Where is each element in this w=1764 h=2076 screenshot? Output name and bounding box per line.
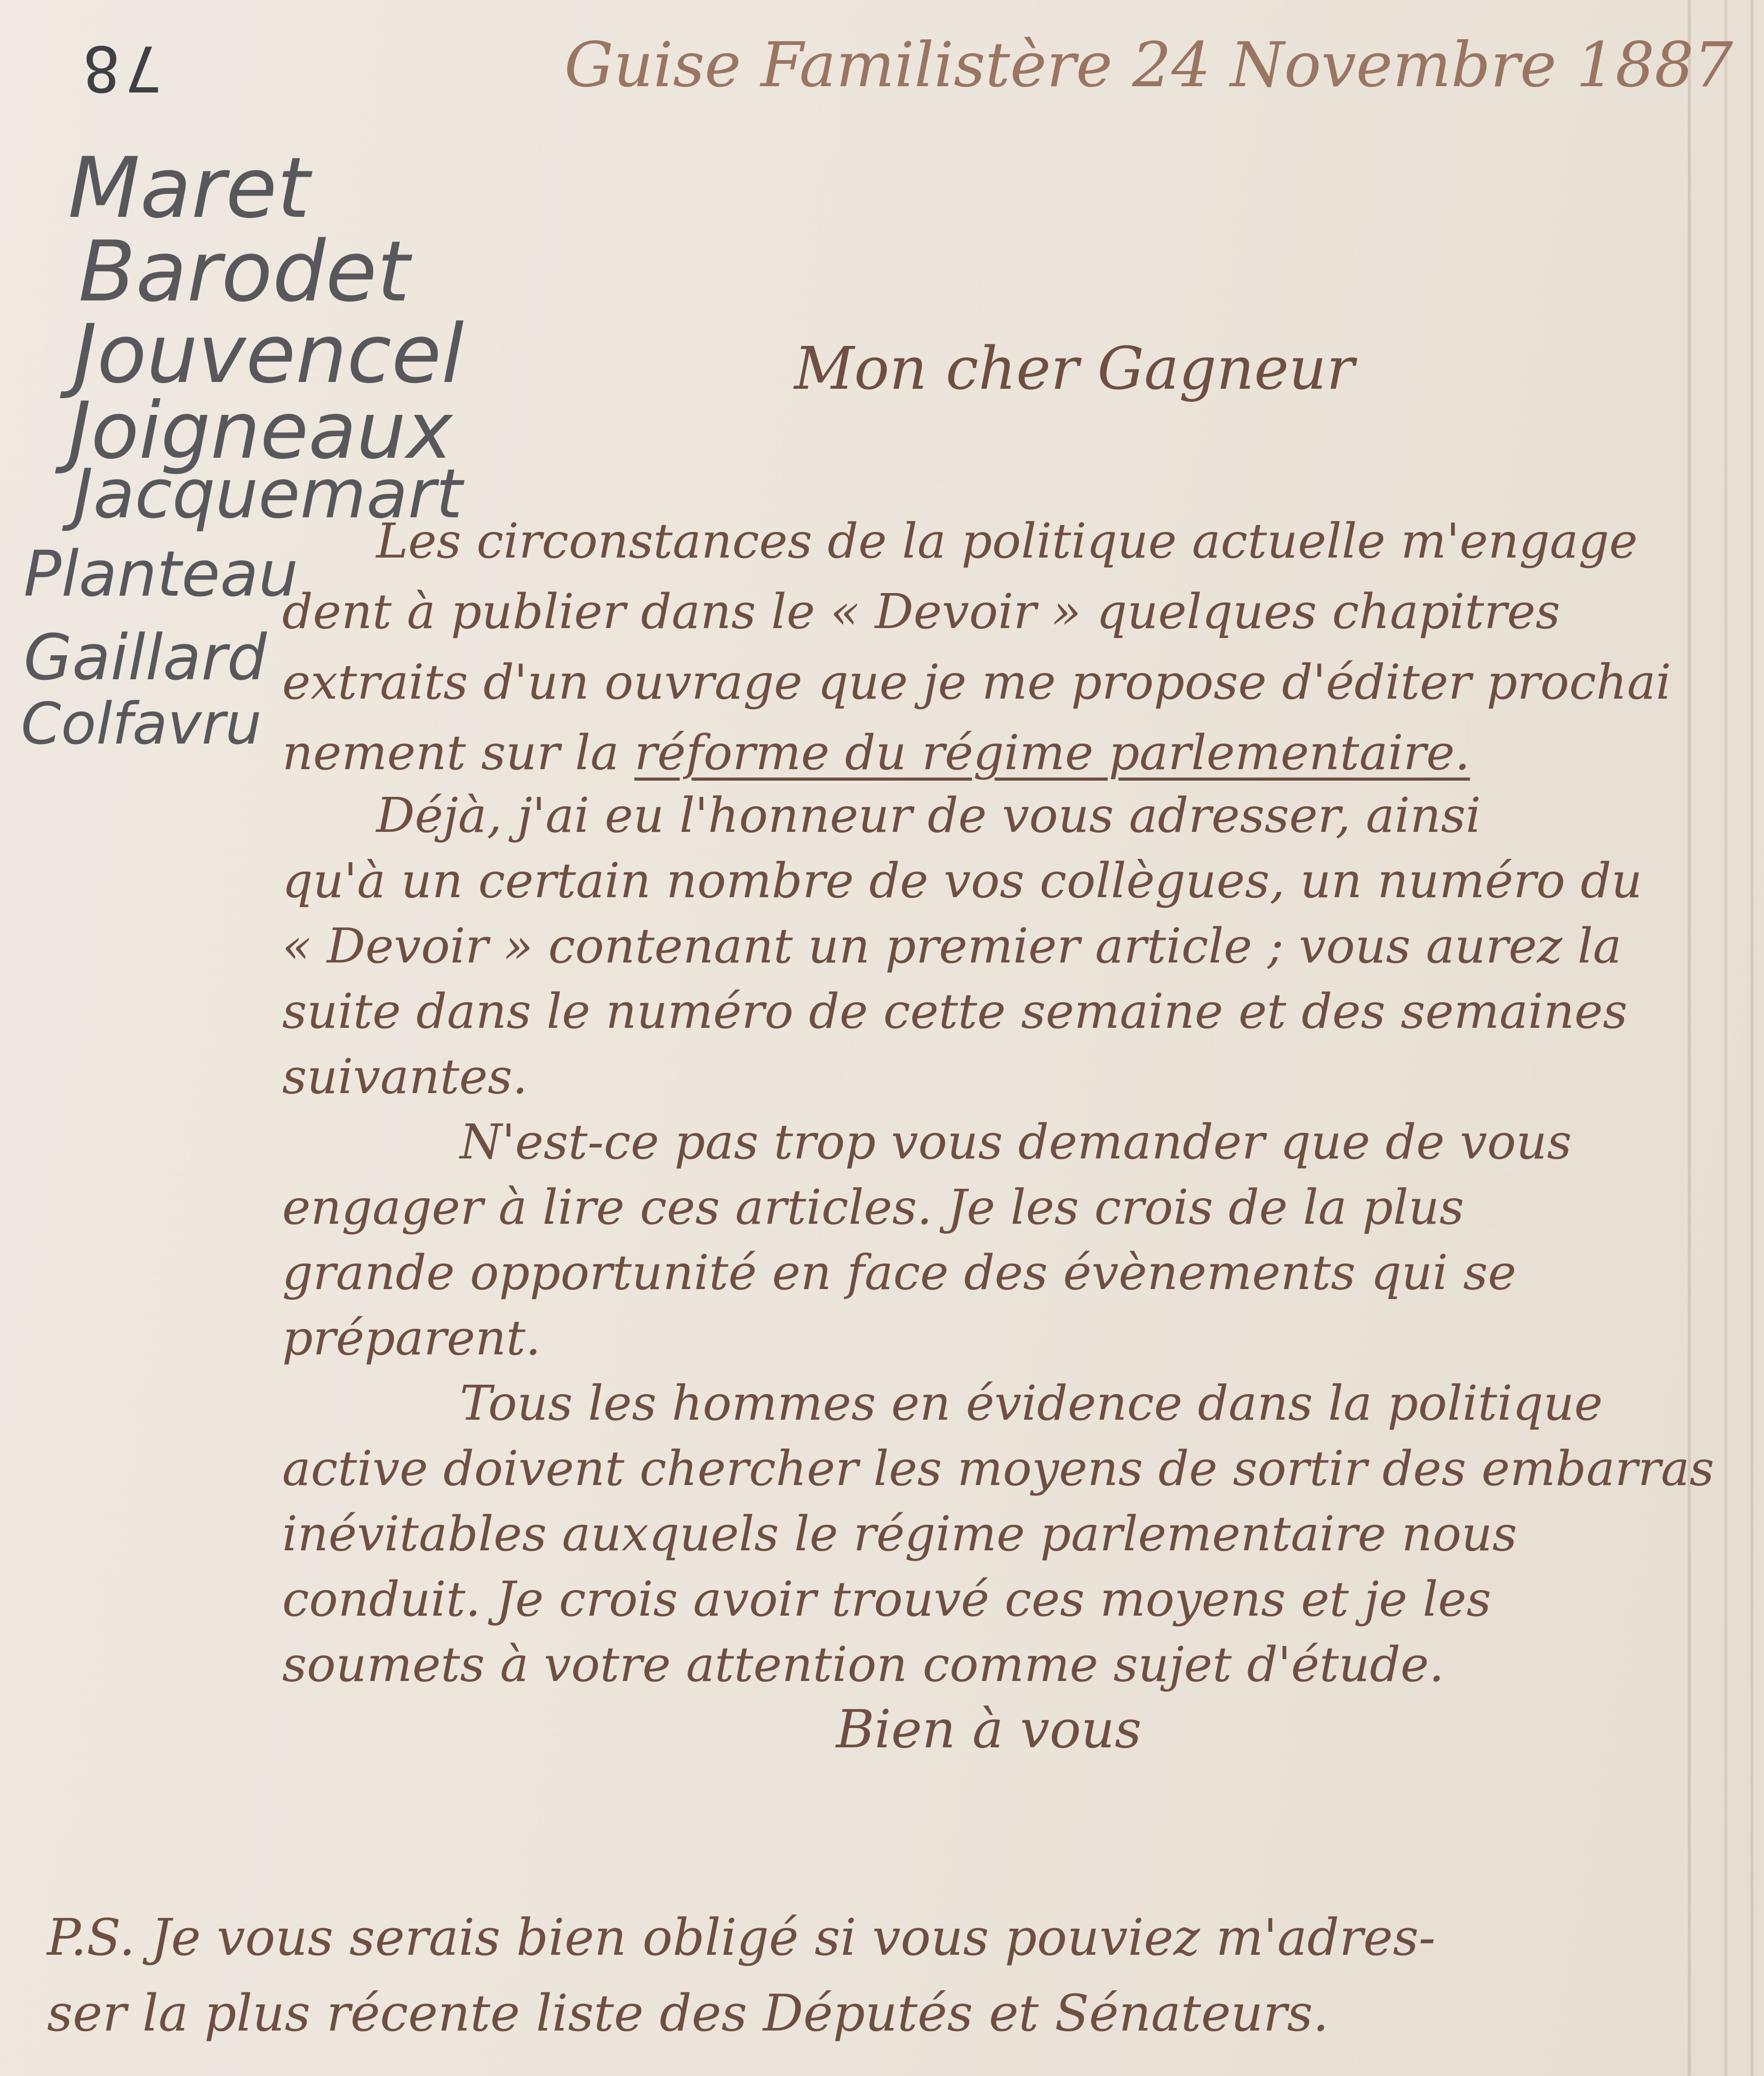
letter-line: Tous les hommes en évidence dans la politique xyxy=(460,1375,1603,1431)
pencil-name: Jouvencel xyxy=(73,307,464,401)
dateline: Guise Familistère 24 Novembre 1887 xyxy=(564,29,1733,101)
letter-line: « Devoir » contenant un premier article ; vous aurez la xyxy=(282,918,1622,974)
page-fold-shadow xyxy=(1750,0,1754,2076)
letter-line: engager à lire ces articles. Je les crois de la plus xyxy=(282,1179,1464,1235)
postscript-line: P.S. Je vous serais bien obligé si vous pouviez m'adres- xyxy=(47,1908,1436,1967)
letter-line: Déjà, j'ai eu l'honneur de vous adresser, ainsi xyxy=(376,787,1481,843)
letter-line-with-emphasis xyxy=(282,725,1470,781)
page-fold-shadow xyxy=(1688,0,1691,2076)
pencil-name: Joigneaux xyxy=(68,386,453,477)
pencil-name: Gaillard xyxy=(24,622,267,694)
letter-line: Les circonstances de la politique actuelle m'engage xyxy=(376,513,1638,569)
pencil-name: Maret xyxy=(68,139,310,237)
letter-line: grande opportunité en face des évènements qui se xyxy=(282,1245,1516,1301)
letter-line: dent à publier dans le « Devoir » quelques chapitres xyxy=(282,584,1560,640)
letter-line: nement sur la xyxy=(282,725,619,781)
pencil-name: Barodet xyxy=(78,223,410,320)
letter-line: suite dans le numéro de cette semaine et des semaines xyxy=(282,983,1628,1039)
letter-line: inévitables auxquels le régime parlementaire nous xyxy=(282,1506,1517,1562)
closing: Bien à vous xyxy=(836,1699,1142,1760)
postscript-line: ser la plus récente liste des Députés et Sénateurs. xyxy=(47,1984,1329,2043)
letter-line: extraits d'un ouvrage que je me propose d'éditer prochai xyxy=(282,654,1672,710)
letter-line: suivantes. xyxy=(282,1049,528,1105)
letter-line: active doivent chercher les moyens de sortir des embarras xyxy=(282,1441,1714,1497)
pencil-name: Planteau xyxy=(24,538,298,611)
pencil-name: Colfavru xyxy=(21,690,262,757)
letter-line: préparent. xyxy=(282,1310,541,1366)
page-fold-shadow xyxy=(1724,0,1727,2076)
letter-line: conduit. Je crois avoir trouvé ces moyens et je les xyxy=(282,1571,1491,1627)
archive-number-stamp: 78 xyxy=(78,31,163,104)
pencil-name: Jacquemart xyxy=(73,454,463,534)
letter-line: N'est-ce pas trop vous demander que de vous xyxy=(460,1114,1572,1170)
letter-line: qu'à un certain nombre de vos collègues, un numéro du xyxy=(282,853,1642,909)
letter-line: soumets à votre attention comme sujet d'étude. xyxy=(282,1637,1444,1692)
underlined-phrase: réforme du régime parlementaire. xyxy=(634,725,1470,781)
salutation: Mon cher Gagneur xyxy=(794,335,1355,403)
